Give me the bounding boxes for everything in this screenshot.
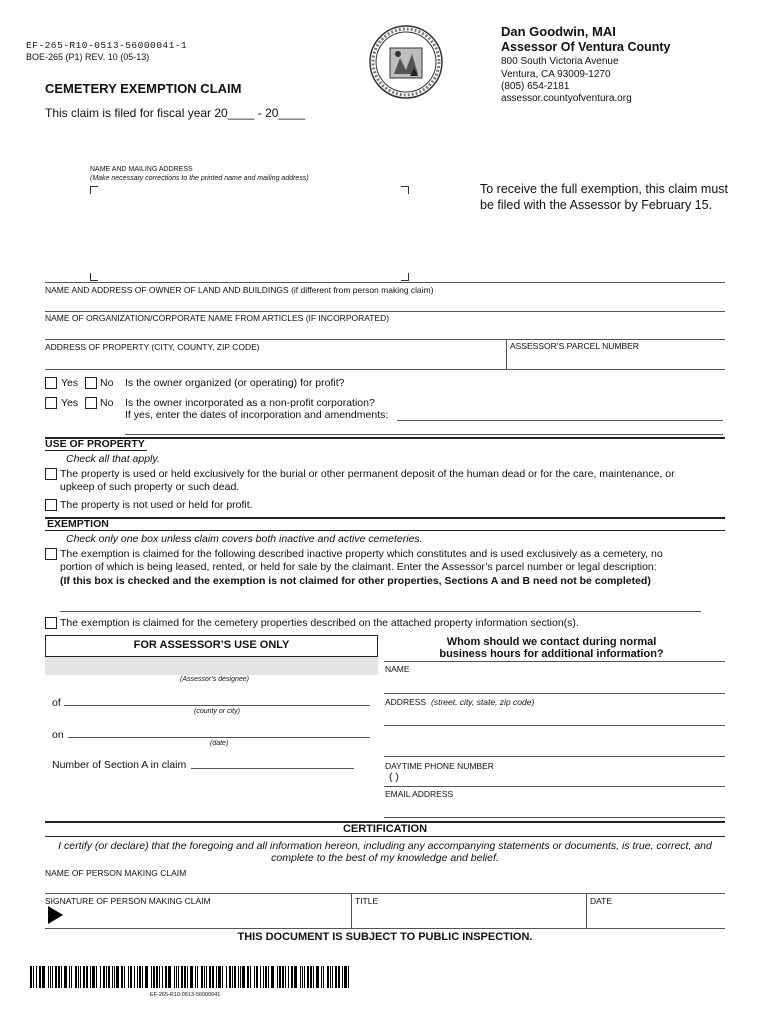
deadline-line1: To receive the full exemption, this claim must bbox=[480, 182, 729, 196]
signature-label: SIGNATURE OF PERSON MAKING CLAIM bbox=[45, 896, 211, 906]
barcode-text: EF-265-R10-0513-56000041 bbox=[150, 992, 221, 998]
county-caption: (county or city) bbox=[194, 708, 240, 715]
exemption-heading-underline bbox=[45, 530, 725, 531]
q1-no-checkbox[interactable] bbox=[85, 377, 97, 389]
parcel-description-line[interactable] bbox=[60, 611, 701, 612]
form-code: EF-265-R10-0513-56000041-1 bbox=[26, 40, 188, 51]
assessor-phone: (805) 654-2181 bbox=[501, 81, 570, 92]
section-divider bbox=[45, 517, 725, 519]
contact-address-hint: (street, city, state, zip code) bbox=[431, 697, 535, 707]
use-instruction: Check all that apply. bbox=[66, 453, 160, 465]
q1-text: Is the owner organized (or operating) for profit? bbox=[125, 377, 345, 389]
q2-yes-label: Yes bbox=[61, 397, 79, 409]
contact-email-line[interactable] bbox=[384, 817, 725, 818]
certification-heading: CERTIFICATION bbox=[342, 823, 428, 835]
corner-mark-tr bbox=[401, 186, 409, 194]
use-opt1-line2: upkeep of such property or such dead. bbox=[60, 481, 240, 493]
county-line bbox=[64, 705, 370, 706]
deadline-line2: be filed with the Assessor by February 15. bbox=[480, 198, 713, 212]
section-divider bbox=[45, 437, 725, 439]
exemption-instruction: Check only one box unless claim covers both inactive and active cemeteries. bbox=[66, 533, 423, 545]
county-seal-icon bbox=[368, 24, 444, 100]
use-opt1-checkbox[interactable] bbox=[45, 468, 57, 480]
incorporation-dates-line-2[interactable] bbox=[125, 434, 723, 435]
date-label: DATE bbox=[590, 896, 613, 906]
org-field-line[interactable] bbox=[45, 339, 725, 340]
contact-heading-2: business hours for additional information? bbox=[439, 648, 664, 660]
assessor-designee-field bbox=[45, 657, 378, 675]
exemption-opt1-checkbox[interactable] bbox=[45, 548, 57, 560]
contact-address-label: ADDRESS bbox=[385, 697, 427, 707]
form-id: BOE-265 (P1) REV. 10 (05-13) bbox=[26, 52, 150, 62]
barcode bbox=[30, 966, 352, 988]
section-a-line bbox=[191, 768, 354, 769]
q1-no-label: No bbox=[100, 377, 114, 389]
corner-mark-br bbox=[401, 273, 409, 281]
contact-phone-parens[interactable]: ( ) bbox=[389, 771, 399, 783]
divider bbox=[351, 893, 352, 928]
incorporation-dates-line[interactable] bbox=[397, 420, 723, 421]
contact-phone-label: DAYTIME PHONE NUMBER bbox=[385, 761, 494, 771]
section-a-label: Number of Section A in claim bbox=[52, 759, 187, 771]
q2-subtext: If yes, enter the dates of incorporation and amendments: bbox=[125, 409, 389, 421]
q1-yes-label: Yes bbox=[61, 377, 79, 389]
property-field-line[interactable] bbox=[45, 369, 725, 370]
exemption-opt1-line2: portion of which is being leased, rented, or held for sale by the claimant. Enter the Assessor’s parcel number or legal description: bbox=[60, 561, 657, 573]
contact-heading-1: Whom should we contact during normal bbox=[446, 636, 657, 648]
assessor-address2: Ventura, CA 93009-1270 bbox=[501, 69, 611, 80]
property-address-label: ADDRESS OF PROPERTY (CITY, COUNTY, ZIP CODE) bbox=[45, 342, 260, 352]
org-label: NAME OF ORGANIZATION/CORPORATE NAME FROM ARTICLES (IF INCORPORATED) bbox=[45, 313, 390, 323]
q2-no-label: No bbox=[100, 397, 114, 409]
certification-underline bbox=[45, 836, 725, 837]
of-label: of bbox=[52, 697, 61, 709]
divider bbox=[384, 661, 725, 662]
use-opt2-checkbox[interactable] bbox=[45, 499, 57, 511]
assessor-address1: 800 South Victoria Avenue bbox=[501, 56, 619, 67]
public-inspection-notice: THIS DOCUMENT IS SUBJECT TO PUBLIC INSPECTION. bbox=[237, 931, 533, 943]
contact-address-line-2[interactable] bbox=[384, 756, 725, 757]
exemption-opt1-line3: (If this box is checked and the exemption is not claimed for other properties, Sections A and B need not be completed) bbox=[60, 575, 651, 587]
assessor-use-heading: FOR ASSESSOR’S USE ONLY bbox=[133, 639, 290, 651]
contact-phone-line[interactable] bbox=[384, 786, 725, 787]
certification-text-2: complete to the best of my knowledge and belief. bbox=[271, 852, 499, 864]
fiscal-year-line: This claim is filed for fiscal year 20____ - 20____ bbox=[45, 106, 306, 120]
assessor-title: Assessor Of Ventura County bbox=[501, 40, 671, 54]
claimant-name-label: NAME OF PERSON MAKING CLAIM bbox=[45, 868, 187, 878]
certification-text-1: I certify (or declare) that the foregoing and all information hereon, including any accompanying statements or documents, is true, correct, and bbox=[58, 840, 712, 852]
contact-email-label: EMAIL ADDRESS bbox=[385, 789, 454, 799]
contact-address-line-1[interactable] bbox=[384, 725, 725, 726]
q2-text: Is the owner incorporated as a non-profit corporation? bbox=[125, 397, 375, 409]
assessor-website[interactable]: assessor.countyofventura.org bbox=[501, 93, 632, 104]
signature-line[interactable] bbox=[45, 928, 725, 929]
divider bbox=[586, 893, 587, 928]
corner-mark-tl bbox=[90, 186, 98, 194]
exemption-opt2-checkbox[interactable] bbox=[45, 617, 57, 629]
q1-yes-checkbox[interactable] bbox=[45, 377, 57, 389]
form-title: CEMETERY EXEMPTION CLAIM bbox=[45, 81, 242, 96]
mailing-note: (Make necessary corrections to the printed name and mailing address) bbox=[90, 175, 309, 182]
date-caption: (date) bbox=[210, 740, 229, 747]
contact-name-label: NAME bbox=[385, 664, 410, 674]
q2-no-checkbox[interactable] bbox=[85, 397, 97, 409]
exemption-heading: EXEMPTION bbox=[47, 518, 109, 530]
use-opt1-line1: The property is used or held exclusively for the burial or other permanent deposit of the human dead or for the care, maintenance, or bbox=[60, 468, 675, 480]
use-opt2-text: The property is not used or held for profit. bbox=[60, 499, 253, 511]
contact-name-line[interactable] bbox=[384, 693, 725, 694]
use-heading-underline bbox=[45, 450, 147, 451]
date-line bbox=[68, 737, 370, 738]
claimant-name-line[interactable] bbox=[45, 893, 725, 894]
parcel-label: ASSESSOR’S PARCEL NUMBER bbox=[510, 341, 639, 351]
owner-label: NAME AND ADDRESS OF OWNER OF LAND AND BUILDINGS (if different from person making claim) bbox=[45, 285, 434, 295]
title-label: TITLE bbox=[355, 896, 379, 906]
exemption-opt1-line1: The exemption is claimed for the following described inactive property which constitutes and is used exclusively as a cemetery, no bbox=[60, 548, 663, 560]
mailing-label: NAME AND MAILING ADDRESS bbox=[90, 166, 193, 173]
corner-mark-bl bbox=[90, 273, 98, 281]
assessor-name: Dan Goodwin, MAI bbox=[501, 24, 616, 39]
on-label: on bbox=[52, 729, 64, 741]
q2-yes-checkbox[interactable] bbox=[45, 397, 57, 409]
sign-here-arrow-icon bbox=[48, 906, 63, 924]
use-heading: USE OF PROPERTY bbox=[45, 438, 145, 450]
owner-field-line[interactable] bbox=[45, 311, 725, 312]
divider bbox=[45, 282, 725, 283]
designee-caption: (Assessor’s designee) bbox=[180, 676, 249, 683]
exemption-opt2-text: The exemption is claimed for the cemetery properties described on the attached property information section(s). bbox=[60, 617, 579, 629]
divider bbox=[506, 339, 507, 369]
